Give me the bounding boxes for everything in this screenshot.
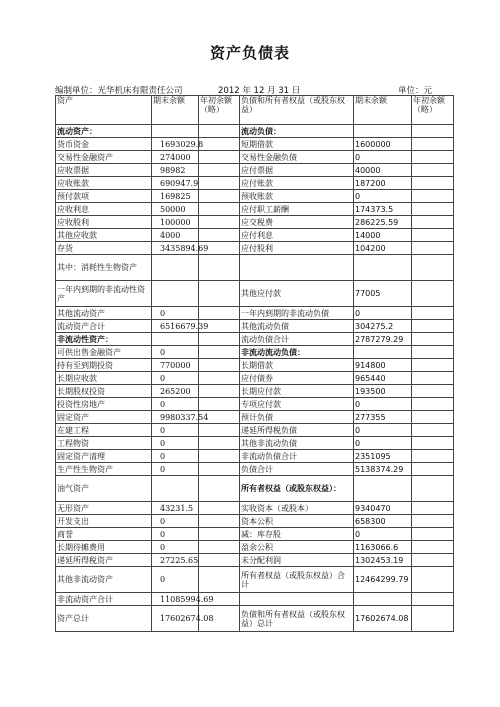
liability-end-balance: 0 (354, 190, 412, 203)
asset-begin-balance (199, 216, 240, 229)
liability-begin-balance (412, 242, 454, 255)
table-row (56, 125, 454, 138)
asset-begin-balance (199, 372, 240, 385)
liability-item: 流动负债合计 (240, 333, 354, 346)
liability-end-balance: 658300 (354, 515, 412, 528)
liability-begin-balance (412, 554, 454, 567)
liability-begin-balance (412, 541, 454, 554)
asset-begin-balance (199, 567, 240, 593)
table-row (56, 385, 454, 398)
asset-begin-balance (199, 177, 240, 190)
asset-end-balance: 0 (152, 515, 199, 528)
liability-begin-balance (412, 216, 454, 229)
table-row (56, 606, 454, 632)
table-row (56, 346, 454, 359)
asset-item: 其中：消耗性生物资产 (56, 255, 152, 281)
liability-item: 盈余公积 (240, 541, 354, 554)
liability-end-balance (354, 593, 412, 606)
liability-begin-balance (412, 229, 454, 242)
liability-end-balance: 965440 (354, 372, 412, 385)
liability-begin-balance (412, 463, 454, 476)
asset-item: 应收利息 (56, 203, 152, 216)
liability-end-balance: 1163066.6 (354, 541, 412, 554)
liability-end-balance: 12464299.79 (354, 567, 412, 593)
asset-end-balance (152, 255, 199, 281)
asset-begin-balance (199, 476, 240, 502)
asset-item: 固定资产 (56, 411, 152, 424)
liability-begin-balance (412, 567, 454, 593)
liability-item: 应交税费 (240, 216, 354, 229)
org-label: 编制单位：光华机床有限责任公司 (55, 86, 183, 96)
liability-end-balance: 77005 (354, 281, 412, 307)
liability-end-balance: 0 (354, 528, 412, 541)
asset-end-balance (152, 125, 199, 138)
asset-begin-balance (199, 138, 240, 151)
header-row (56, 96, 454, 125)
table-row (56, 320, 454, 333)
liability-begin-balance (412, 437, 454, 450)
table-row (56, 216, 454, 229)
asset-end-balance: 6516679.39 (152, 320, 199, 333)
asset-begin-balance (199, 385, 240, 398)
table-row (56, 567, 454, 593)
table-row (56, 255, 454, 281)
table-row (56, 398, 454, 411)
liability-item: 其他流动负债 (240, 320, 354, 333)
liability-begin-balance (412, 151, 454, 164)
asset-item: 无形资产 (56, 502, 152, 515)
liability-item: 递延所得税负债 (240, 424, 354, 437)
asset-begin-balance (199, 424, 240, 437)
liability-item: 未分配利润 (240, 554, 354, 567)
header-liability-begin: 年初余额（略） (412, 96, 454, 125)
liability-begin-balance (412, 372, 454, 385)
liability-item: 应付票据 (240, 164, 354, 177)
liability-begin-balance (412, 307, 454, 320)
liability-begin-balance (412, 450, 454, 463)
asset-item: 应收账款 (56, 177, 152, 190)
asset-end-balance: 0 (152, 307, 199, 320)
header-asset-end: 期末余额 (152, 96, 199, 125)
asset-end-balance: 0 (152, 450, 199, 463)
table-row (56, 450, 454, 463)
asset-begin-balance (199, 190, 240, 203)
asset-item: 一年内到期的非流动性资产 (56, 281, 152, 307)
liability-end-balance: 104200 (354, 242, 412, 255)
liability-begin-balance (412, 411, 454, 424)
table-row (56, 541, 454, 554)
asset-begin-balance (199, 164, 240, 177)
asset-begin-balance (199, 502, 240, 515)
liability-end-balance: 0 (354, 151, 412, 164)
asset-item: 长期待摊费用 (56, 541, 152, 554)
liability-item: 预计负债 (240, 411, 354, 424)
table-row (56, 138, 454, 151)
asset-begin-balance (199, 515, 240, 528)
liability-item: 减：库存股 (240, 528, 354, 541)
liability-begin-balance (412, 476, 454, 502)
asset-end-balance: 3435894.69 (152, 242, 199, 255)
asset-item: 开发支出 (56, 515, 152, 528)
asset-begin-balance (199, 359, 240, 372)
liability-end-balance: 174373.5 (354, 203, 412, 216)
table-row (56, 463, 454, 476)
liability-begin-balance (412, 528, 454, 541)
liability-item: 非流动负债合计 (240, 450, 354, 463)
liability-end-balance: 1600000 (354, 138, 412, 151)
liability-item: 所有者权益（或股东权益）合计 (240, 567, 354, 593)
liability-end-balance: 0 (354, 307, 412, 320)
liability-begin-balance (412, 515, 454, 528)
liability-begin-balance (412, 255, 454, 281)
liability-end-balance: 14000 (354, 229, 412, 242)
asset-item: 其他非流动资产 (56, 567, 152, 593)
liability-begin-balance (412, 398, 454, 411)
asset-end-balance: 0 (152, 567, 199, 593)
liability-item: 应付股利 (240, 242, 354, 255)
asset-item: 应收股利 (56, 216, 152, 229)
header-asset-begin: 年初余额（略） (199, 96, 240, 125)
liability-item: 应付利息 (240, 229, 354, 242)
header-liability: 负债和所有者权益（或股东权益） (240, 96, 354, 125)
liability-end-balance: 0 (354, 424, 412, 437)
liability-begin-balance (412, 385, 454, 398)
liability-begin-balance (412, 164, 454, 177)
balance-sheet-table (55, 95, 454, 632)
liability-begin-balance (412, 190, 454, 203)
liability-item (240, 255, 354, 281)
asset-item: 资产总计 (56, 606, 152, 632)
liability-begin-balance (412, 177, 454, 190)
asset-begin-balance (199, 307, 240, 320)
liability-item: 其他非流动负债 (240, 437, 354, 450)
asset-begin-balance (199, 528, 240, 541)
liability-end-balance (354, 255, 412, 281)
table-row (56, 190, 454, 203)
table-row (56, 151, 454, 164)
asset-begin-balance (199, 229, 240, 242)
asset-end-balance: 0 (152, 541, 199, 554)
asset-end-balance (152, 281, 199, 307)
table-body (56, 125, 454, 632)
asset-item: 流动资产合计 (56, 320, 152, 333)
asset-end-balance: 11085994.69 (152, 593, 199, 606)
table-row (56, 411, 454, 424)
liability-begin-balance (412, 593, 454, 606)
asset-item: 可供出售金融资产 (56, 346, 152, 359)
table-row (56, 593, 454, 606)
asset-end-balance (152, 476, 199, 502)
table-row (56, 554, 454, 567)
asset-end-balance: 265200 (152, 385, 199, 398)
liability-end-balance: 1302453.19 (354, 554, 412, 567)
asset-item: 投资性房地产 (56, 398, 152, 411)
liability-item: 短期借款 (240, 138, 354, 151)
asset-end-balance: 1693029.8 (152, 138, 199, 151)
asset-begin-balance (199, 541, 240, 554)
liability-item: 应付账款 (240, 177, 354, 190)
table-row (56, 528, 454, 541)
liability-end-balance (354, 476, 412, 502)
asset-end-balance: 770000 (152, 359, 199, 372)
asset-item: 应收票据 (56, 164, 152, 177)
asset-end-balance: 100000 (152, 216, 199, 229)
table-row (56, 476, 454, 502)
liability-end-balance: 193500 (354, 385, 412, 398)
liability-begin-balance (412, 320, 454, 333)
table-row (56, 307, 454, 320)
asset-item: 交易性金融资产 (56, 151, 152, 164)
liability-end-balance: 17602674.08 (354, 606, 412, 632)
table-row (56, 437, 454, 450)
asset-item: 流动资产： (56, 125, 152, 138)
asset-item: 非流动资产合计 (56, 593, 152, 606)
liability-item: 专项应付款 (240, 398, 354, 411)
liability-end-balance: 914800 (354, 359, 412, 372)
asset-item: 非流动性资产： (56, 333, 152, 346)
liability-begin-balance (412, 502, 454, 515)
asset-item: 其他流动资产 (56, 307, 152, 320)
liability-item (240, 593, 354, 606)
liability-item: 交易性金融负债 (240, 151, 354, 164)
asset-begin-balance (199, 203, 240, 216)
liability-item: 负债和所有者权益（或股东权益）总计 (240, 606, 354, 632)
asset-end-balance: 169825 (152, 190, 199, 203)
liability-item: 实收资本（或股本） (240, 502, 354, 515)
liability-item: 应付债券 (240, 372, 354, 385)
asset-item: 递延所得税资产 (56, 554, 152, 567)
liability-begin-balance (412, 281, 454, 307)
liability-end-balance: 9340470 (354, 502, 412, 515)
liability-begin-balance (412, 606, 454, 632)
asset-begin-balance (199, 463, 240, 476)
asset-begin-balance (199, 125, 240, 138)
asset-end-balance: 274000 (152, 151, 199, 164)
header-liability-end: 期末余额 (354, 96, 412, 125)
liability-begin-balance (412, 138, 454, 151)
table-row (56, 372, 454, 385)
liability-begin-balance (412, 346, 454, 359)
liability-item: 流动负债： (240, 125, 354, 138)
liability-end-balance: 5138374.29 (354, 463, 412, 476)
asset-item: 长期股权投资 (56, 385, 152, 398)
liability-item: 资本公积 (240, 515, 354, 528)
liability-end-balance: 40000 (354, 164, 412, 177)
asset-item: 长期应收款 (56, 372, 152, 385)
liability-item: 负债合计 (240, 463, 354, 476)
liability-begin-balance (412, 125, 454, 138)
asset-end-balance: 0 (152, 346, 199, 359)
asset-end-balance (152, 333, 199, 346)
liability-item: 长期借款 (240, 359, 354, 372)
asset-begin-balance (199, 450, 240, 463)
liability-end-balance: 187200 (354, 177, 412, 190)
asset-end-balance: 9980337.54 (152, 411, 199, 424)
table-row (56, 333, 454, 346)
asset-end-balance: 50000 (152, 203, 199, 216)
liability-item: 长期应付款 (240, 385, 354, 398)
liability-end-balance: 304275.2 (354, 320, 412, 333)
asset-begin-balance (199, 255, 240, 281)
table-row (56, 281, 454, 307)
asset-begin-balance (199, 333, 240, 346)
unit-label: 单位：元 (398, 86, 433, 96)
asset-end-balance: 0 (152, 424, 199, 437)
liability-item: 一年内到期的非流动负债 (240, 307, 354, 320)
asset-item: 存货 (56, 242, 152, 255)
asset-item: 货币资金 (56, 138, 152, 151)
asset-end-balance: 0 (152, 437, 199, 450)
asset-begin-balance (199, 437, 240, 450)
liability-item: 应付职工薪酬 (240, 203, 354, 216)
asset-begin-balance (199, 151, 240, 164)
liability-begin-balance (412, 333, 454, 346)
asset-end-balance: 0 (152, 463, 199, 476)
table-row (56, 242, 454, 255)
asset-item: 固定资产清理 (56, 450, 152, 463)
liability-item: 预收账款 (240, 190, 354, 203)
table-row (56, 177, 454, 190)
asset-end-balance: 98982 (152, 164, 199, 177)
asset-end-balance: 17602674.08 (152, 606, 199, 632)
asset-end-balance: 27225.65 (152, 554, 199, 567)
asset-item: 生产性生物资产 (56, 463, 152, 476)
asset-end-balance: 0 (152, 372, 199, 385)
liability-begin-balance (412, 359, 454, 372)
header-asset: 资产 (56, 96, 152, 125)
liability-end-balance: 2351095 (354, 450, 412, 463)
asset-begin-balance (199, 281, 240, 307)
liability-end-balance: 0 (354, 437, 412, 450)
asset-item: 商誉 (56, 528, 152, 541)
liability-end-balance (354, 346, 412, 359)
asset-item: 其他应收款 (56, 229, 152, 242)
table-row (56, 502, 454, 515)
asset-item: 油气资产 (56, 476, 152, 502)
liability-end-balance: 2787279.29 (354, 333, 412, 346)
liability-item: 所有者权益（或股东权益）： (240, 476, 354, 502)
liability-end-balance: 286225.59 (354, 216, 412, 229)
asset-end-balance: 43231.5 (152, 502, 199, 515)
table-row (56, 359, 454, 372)
asset-begin-balance (199, 554, 240, 567)
asset-end-balance: 690947.9 (152, 177, 199, 190)
asset-begin-balance (199, 346, 240, 359)
liability-end-balance (354, 125, 412, 138)
liability-end-balance: 0 (354, 398, 412, 411)
table-row (56, 229, 454, 242)
asset-item: 持有至到期投资 (56, 359, 152, 372)
table-row (56, 515, 454, 528)
table-row (56, 164, 454, 177)
asset-end-balance: 4000 (152, 229, 199, 242)
liability-end-balance: 277355 (354, 411, 412, 424)
liability-item: 非流动流动负债： (240, 346, 354, 359)
table-row (56, 424, 454, 437)
liability-begin-balance (412, 424, 454, 437)
asset-begin-balance (199, 398, 240, 411)
report-date: 2012 年 12 月 31 日 (218, 86, 301, 96)
liability-begin-balance (412, 203, 454, 216)
liability-item: 其他应付款 (240, 281, 354, 307)
page-title: 资产负债表 (209, 44, 290, 62)
asset-end-balance: 0 (152, 398, 199, 411)
asset-item: 预付款项 (56, 190, 152, 203)
table-row (56, 203, 454, 216)
asset-item: 工程物资 (56, 437, 152, 450)
asset-end-balance: 0 (152, 528, 199, 541)
asset-item: 在建工程 (56, 424, 152, 437)
